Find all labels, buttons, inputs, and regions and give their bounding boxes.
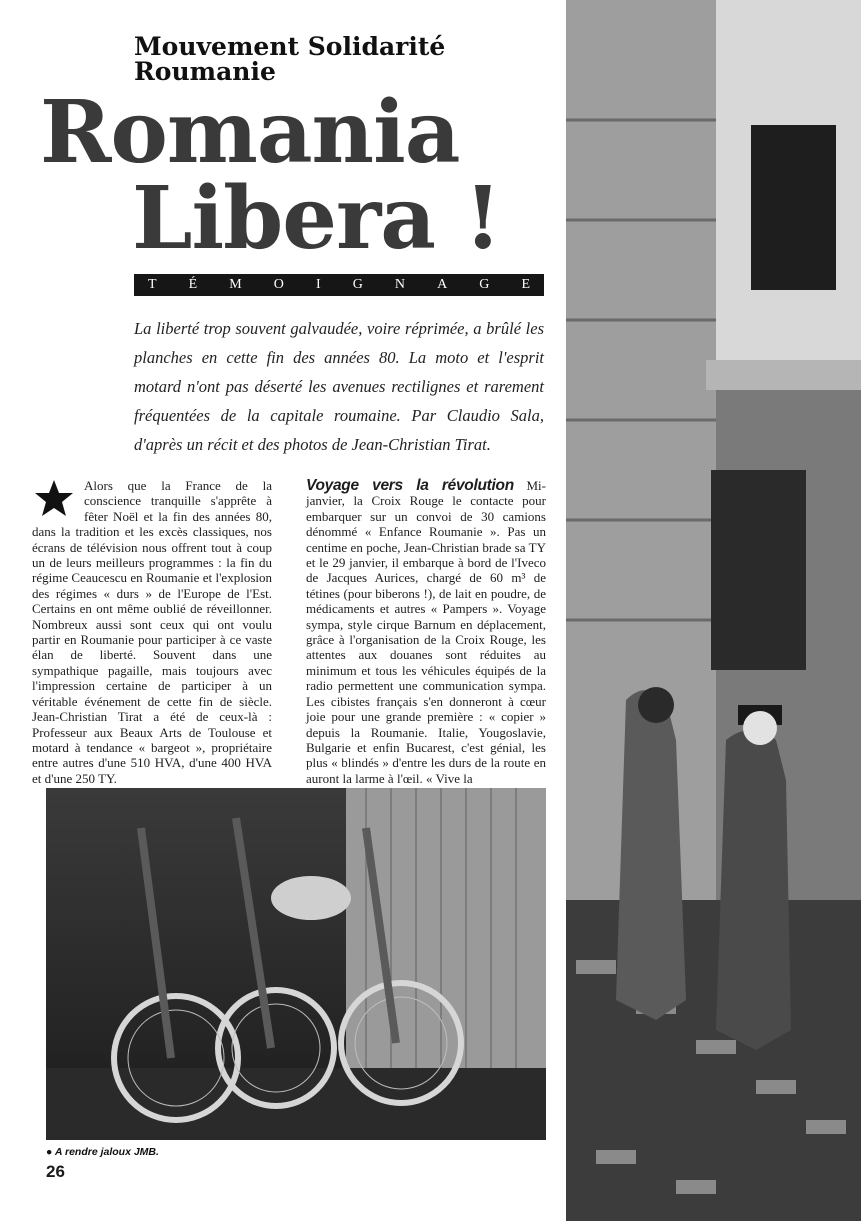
column-2-text: Mi-janvier, la Croix Rouge le contacte pour embarquer sur un convoi de 30 camions dénommé « Enfance Roumanie ». Pas un centime en poche, Jean-Christian brade sa TY et le 29 janvier, il embarque à bord de l'Iveco de Jacques Aurices, chargé de 60 m³ de tétines (pour biberons !), de lait en poudre, de médicaments et autres « Pampers ». Voyage sympa, style cirque Barnum en déplacement, grâce à l'organisation de la Croix Rouge, les attentes aux douanes sont réduites au minimum et tous les véhicules équipés de la radio permettent une communication sympa. Les cibistes français s'en donneront à cœur joie pour une grande première : « copier » depuis la Roumanie. Italie, Yougoslavie, Bulgarie et enfin Bucarest, c'est génial, les plus « blindés » d'entre les durs de la route en auront la larme à l'œil. « Vive la <box>306 478 546 786</box>
column-1-text: Alors que la France de la conscience tranquille s'apprête à fêter Noël et la fin des années 80, dans la tradition et les excès classiques, nos écrans de télévision nous offrent tout à coup un de leurs meilleurs programmes : la fin du régime Ceaucescu en Roumanie et l'explosion des régimes « durs » de l'Europe de l'Est. Certains en ont même oublié de réveillonner. Nombreux aussi sont ceux qui ont voulu partir en Roumanie pour participer à ce vaste élan de liberté. Souvent dans une sympathique pagaille, mais toujours avec l'impression certaine de participer à un véritable événement de cette fin de siècle. Jean-Christian Tirat a été de ceux-là : Professeur aux Beaux Arts de Toulouse et motard à tendance « bargeot », propriétaire entre autres d'une 510 HVA, d'une 400 HVA et d'une 250 TY. <box>32 478 272 786</box>
section-kicker <box>134 274 544 296</box>
kicker-letter: N <box>394 277 405 292</box>
star-icon <box>32 478 76 518</box>
section-subhead: Voyage vers la révolution <box>306 477 514 494</box>
supertitle-line-2: Roumanie <box>134 57 276 86</box>
kicker-letter: A <box>437 277 448 292</box>
headline-line-2: Libera ! <box>132 168 501 269</box>
article-intro: La liberté trop souvent galvaudée, voire réprimée, a brûlé les planches en cette fin des années 80. La moto et l'esprit motard n'ont pas déserté les avenues rectilignes et rarement fréquentées de la capitale roumaine. Par Claudio Sala, d'après un récit et des photos de Jean-Christian Tirat. <box>134 319 544 454</box>
kicker-letter: G <box>479 277 490 292</box>
page-number: 26 <box>46 1162 65 1181</box>
kicker-letter: O <box>273 277 284 292</box>
kicker-letter: T <box>148 277 157 292</box>
kicker-letter: I <box>315 277 321 292</box>
motorcycles-photo <box>46 788 546 1140</box>
photo-caption: ● A rendre jaloux JMB. <box>46 1146 159 1158</box>
kicker-letter: É <box>188 277 198 292</box>
article-column-1 <box>32 478 272 786</box>
street-photo <box>566 0 861 1221</box>
kicker-letter: M <box>229 277 242 292</box>
kicker-letter: E <box>521 277 530 292</box>
supertitle-line-1: Mouvement Solidarité <box>134 32 446 61</box>
headline-line-1: Romania <box>40 82 460 183</box>
supertitle <box>134 34 554 84</box>
kicker-letter: G <box>352 277 363 292</box>
article-column-2 <box>306 478 546 786</box>
